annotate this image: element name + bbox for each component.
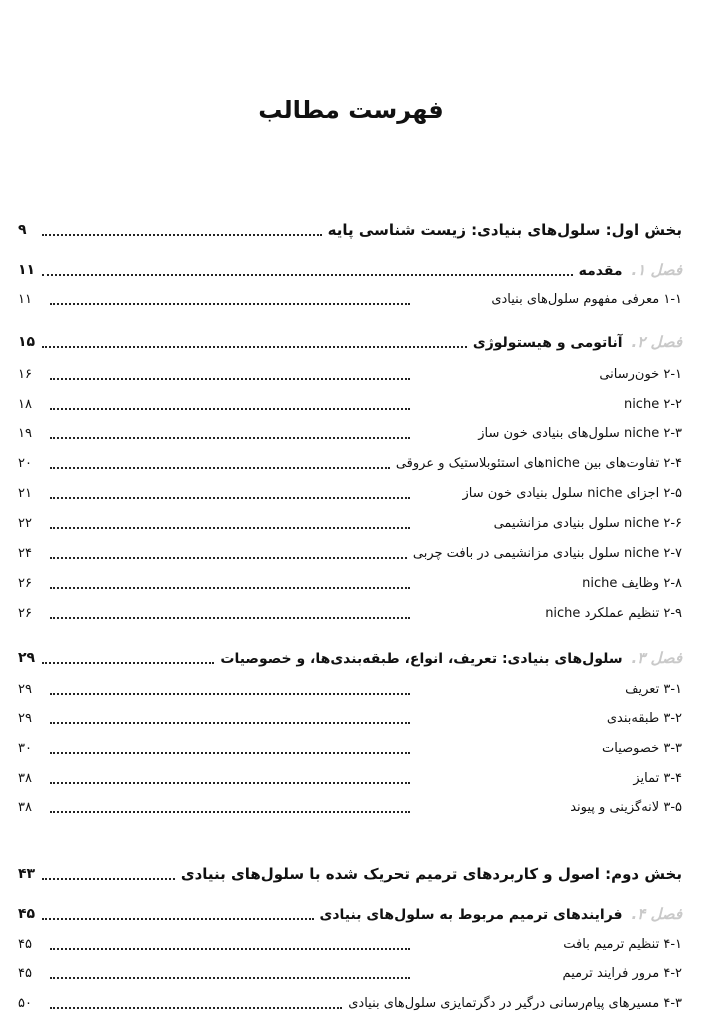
dot-leader-wrap: [36, 492, 463, 495]
dot-leader: [50, 810, 410, 813]
toc-entry-section: [18, 706, 682, 730]
toc-entry-text: مقدمه: [578, 263, 623, 279]
dot-leader: [50, 526, 410, 529]
toc-entry-label: [494, 516, 682, 531]
page-number: ۱۶: [18, 366, 32, 382]
toc-entry-text: ۳-۵ لانه‌گزینی و پیوند: [570, 799, 682, 815]
dot-leader-wrap: [36, 717, 607, 720]
toc-entry-label: [413, 546, 682, 561]
dot-leader: [50, 692, 410, 695]
toc-entry-label: [582, 576, 682, 591]
dot-leader: [50, 377, 410, 380]
dot-leader: [50, 466, 390, 469]
toc-entry-section: [18, 961, 682, 985]
toc-entry-label: [463, 486, 683, 501]
page-number: ۳۸: [18, 799, 32, 815]
toc-entry-section: [18, 932, 682, 956]
dot-leader-wrap: [36, 373, 599, 376]
dot-leader: [50, 976, 410, 979]
dot-leader-wrap: [36, 777, 633, 780]
page-number: ۲۲: [18, 515, 32, 531]
dot-leader-wrap: [36, 522, 494, 525]
toc-entry-text: ۴-۱ تنظیم ترمیم بافت: [563, 936, 682, 952]
toc-entry-label: [607, 711, 682, 726]
toc-entry-text: ۲-۳ niche سلول‌های بنیادی خون ساز: [478, 425, 682, 441]
toc-entry-text: ۲-۲ niche: [623, 396, 682, 412]
dot-leader: [50, 947, 410, 950]
toc-entry-section: [18, 362, 682, 386]
dot-leader-wrap: [36, 747, 602, 750]
page-number: ۲۱: [18, 485, 32, 501]
page-number: ۴۵: [18, 906, 36, 922]
toc-entry-label: [478, 426, 682, 441]
chapter-number: فصل ۱.: [631, 261, 682, 279]
dot-leader-wrap: [36, 806, 570, 809]
toc-entry-section: [18, 511, 682, 535]
dot-leader: [50, 1006, 342, 1009]
toc-entry-label: [396, 456, 682, 471]
page-number: ۴۵: [18, 936, 32, 952]
dot-leader: [42, 345, 467, 348]
toc-entry-text: ۲-۱ خون‌رسانی: [599, 366, 682, 382]
dot-leader: [50, 496, 410, 499]
toc-entry-label: [599, 367, 682, 382]
page-number: ۳۸: [18, 770, 32, 786]
page-number: ۴۵: [18, 965, 32, 981]
chapter-number: فصل ۲.: [631, 333, 682, 351]
dot-leader-wrap: [36, 403, 624, 406]
dot-leader: [50, 721, 410, 724]
toc-entry-text: ۳-۲ طبقه‌بندی: [606, 710, 682, 726]
toc-entry-section: [18, 287, 682, 311]
dot-leader-wrap: [36, 462, 396, 465]
toc-entry-section: [18, 766, 682, 790]
dot-leader-wrap: [36, 432, 478, 435]
chapter-number: فصل ۴.: [631, 905, 682, 923]
toc-entry-chapter: [18, 902, 682, 926]
chapter-number: فصل ۳.: [631, 649, 682, 667]
page-number: ۱۱: [18, 291, 32, 307]
toc-entry-section: [18, 991, 682, 1015]
page-number: ۲۹: [18, 650, 36, 666]
toc-entry-label: [625, 682, 682, 697]
toc-entry-label: [328, 221, 682, 239]
toc-entry-label: [570, 800, 682, 815]
toc-entry-section: [18, 541, 682, 565]
page-title: فهرست مطالب: [258, 96, 444, 124]
toc-entry-label: [545, 606, 682, 621]
toc-entry-label: [491, 292, 682, 307]
toc-entry-text: بخش اول: سلول‌های بنیادی: زیست شناسی پایه: [327, 221, 682, 239]
toc-entry-part: [18, 862, 682, 886]
toc-entry-label: [181, 865, 682, 883]
toc-entry-label: [220, 649, 682, 667]
toc-entry-text: بخش دوم: اصول و کاربردهای ترمیم تحریک شده با سلول‌های بنیادی: [180, 865, 682, 883]
toc-entry-chapter: [18, 258, 682, 282]
toc-entry-section: [18, 677, 682, 701]
dot-leader-wrap: [36, 298, 491, 301]
toc-entry-text: ۴-۲ مرور فرایند ترمیم: [562, 965, 682, 981]
dot-leader: [50, 556, 407, 559]
page-number: ۲۰: [18, 455, 32, 471]
dot-leader: [50, 781, 410, 784]
toc-entry-text: ۲-۶ niche سلول بنیادی مزانشیمی: [493, 515, 682, 531]
toc-entry-section: [18, 795, 682, 819]
page-number: ۴۳: [18, 866, 36, 882]
dot-leader: [42, 917, 314, 920]
toc-entry-label: [320, 905, 683, 923]
page-number: ۱۸: [18, 396, 32, 412]
toc-entry-text: ۲-۵ اجزای niche سلول بنیادی خون ساز: [462, 485, 682, 501]
page-number: ۲۶: [18, 575, 32, 591]
page-number: ۲۴: [18, 545, 32, 561]
toc-entry-text: ۱-۱ معرفی مفهوم سلول‌های بنیادی: [491, 291, 682, 307]
toc-entry-text: ۲-۹ تنظیم عملکرد niche: [545, 605, 682, 621]
toc-entry-section: [18, 421, 682, 445]
toc-entry-label: [563, 937, 682, 952]
page-number: ۱۱: [18, 262, 36, 278]
dot-leader-wrap: [36, 688, 625, 691]
dot-leader: [50, 302, 410, 305]
toc-entry-label: [602, 741, 682, 756]
page-number: ۱۹: [18, 425, 32, 441]
dot-leader: [50, 407, 410, 410]
page-number: ۱۵: [18, 334, 36, 350]
toc-entry-text: ۳-۱ تعریف: [625, 681, 682, 697]
toc-entry-text: ۲-۴ تفاوت‌های بین nicheهای استئوبلاستیک و عروقی: [395, 455, 682, 471]
dot-leader-wrap: [36, 1002, 348, 1005]
toc-entry-text: ۴-۳ مسیرهای پیام‌رسانی درگیر در دگرتمایزی سلول‌های بنیادی: [348, 995, 682, 1011]
dot-leader-wrap: [36, 582, 582, 585]
toc-entry-text: فرایندهای ترمیم مربوط به سلول‌های بنیادی: [319, 907, 623, 923]
dot-leader: [50, 616, 410, 619]
toc-entry-text: سلول‌های بنیادی: تعریف، انواع، طبقه‌بندی‌ها، و خصوصیات: [220, 651, 623, 667]
page-number: ۲۶: [18, 605, 32, 621]
toc-entry-label: [633, 771, 682, 786]
toc-entry-section: [18, 571, 682, 595]
toc-entry-text: ۳-۳ خصوصیات: [602, 740, 682, 756]
toc-entry-text: آناتومی و هیستولوژی: [472, 335, 623, 351]
dot-leader: [42, 661, 214, 664]
toc-entry-chapter: [18, 330, 682, 354]
page-number: ۳۰: [18, 740, 32, 756]
toc-entry-text: ۳-۴ تمایز: [633, 770, 682, 786]
page-number: ۵۰: [18, 995, 32, 1011]
toc-entry-part: [18, 218, 682, 242]
dot-leader-wrap: [36, 552, 413, 555]
page-number: ۹: [18, 222, 27, 238]
toc-entry-label: [473, 333, 682, 351]
dot-leader-wrap: [36, 943, 563, 946]
dot-leader: [50, 751, 410, 754]
dot-leader-wrap: [36, 972, 563, 975]
page-number: ۲۹: [18, 710, 32, 726]
dot-leader: [42, 233, 322, 236]
toc-entry-label: [579, 261, 682, 279]
toc-entry-section: [18, 481, 682, 505]
toc-entry-section: [18, 392, 682, 416]
dot-leader: [50, 436, 410, 439]
dot-leader: [42, 877, 175, 880]
page-number: ۲۹: [18, 681, 32, 697]
toc-entry-text: ۲-۷ niche سلول بنیادی مزانشیمی در بافت چربی: [412, 545, 682, 561]
toc-entry-label: [348, 996, 682, 1011]
toc-entry-section: [18, 451, 682, 475]
dot-leader: [42, 273, 573, 276]
toc-entry-label: [563, 966, 682, 981]
dot-leader-wrap: [36, 612, 545, 615]
dot-leader: [50, 586, 410, 589]
toc-entry-chapter: [18, 646, 682, 670]
toc-entry-label: [624, 397, 682, 412]
toc-entry-section: [18, 736, 682, 760]
toc-entry-section: [18, 601, 682, 625]
toc-entry-text: ۲-۸ وظایف niche: [582, 575, 682, 591]
